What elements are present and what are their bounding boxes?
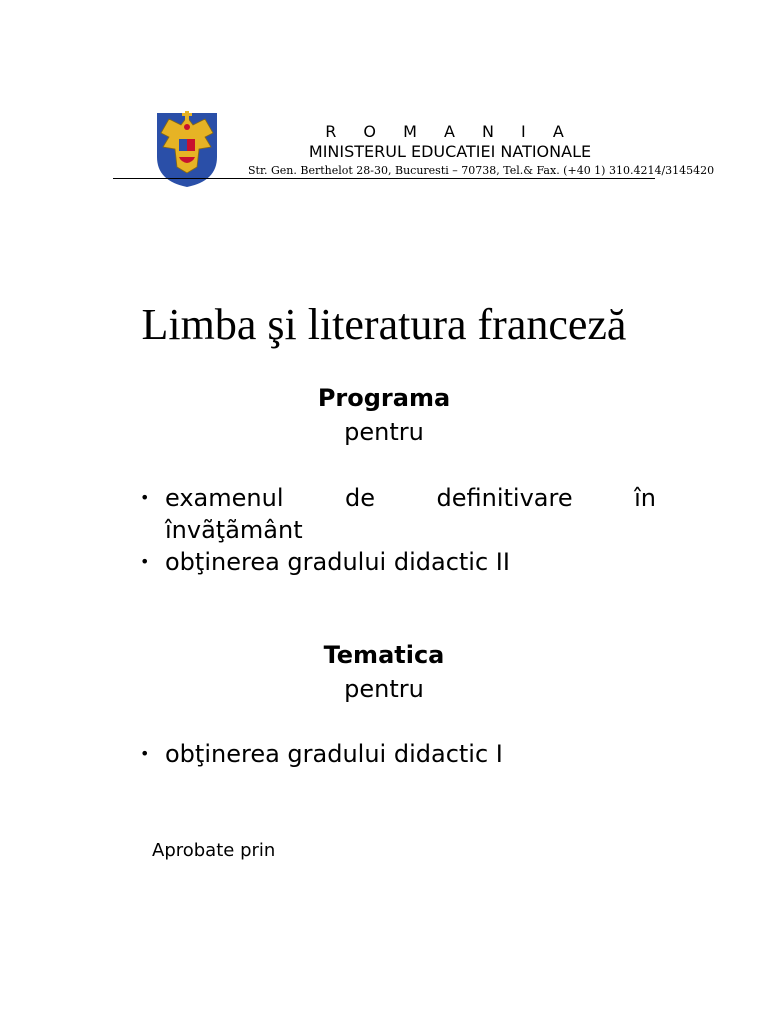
tematica-subheading: pentru (344, 675, 424, 703)
list-item-word: în (634, 484, 656, 512)
bullet-icon: • (140, 488, 150, 507)
list-item-word: de (345, 484, 375, 512)
list-item-text: obţinerea gradului didactic I (165, 740, 503, 768)
bullet-icon: • (140, 744, 150, 763)
document-title: Limba şi literatura franceză (141, 300, 627, 349)
bullet-icon: • (140, 552, 150, 571)
list-item-line (165, 482, 656, 514)
programa-list (140, 482, 656, 578)
header-divider (113, 178, 655, 179)
list-item-line: învãţãmânt (165, 516, 303, 544)
list-item (140, 482, 656, 546)
ministry-name: MINISTERUL EDUCATIEI NATIONALE (308, 142, 592, 161)
list-item-word: definitivare (436, 484, 573, 512)
programa-heading: Programa (317, 384, 451, 412)
list-item-word: examenul (165, 484, 284, 512)
list-item-text: obţinerea gradului didactic II (165, 548, 510, 576)
list-item (140, 738, 656, 770)
list-item (140, 546, 656, 578)
tematica-heading: Tematica (323, 641, 445, 669)
romania-coat-of-arms-icon (153, 107, 221, 189)
country-name: R O M A N I A (325, 122, 575, 141)
approved-note: Aprobate prin (152, 840, 276, 861)
tematica-list (140, 738, 656, 770)
programa-subheading: pentru (344, 418, 424, 446)
ministry-address: Str. Gen. Berthelot 28-30, Bucuresti – 70738, Tel.& Fax. (+40 1) 310.4214/3145420 (248, 164, 715, 177)
